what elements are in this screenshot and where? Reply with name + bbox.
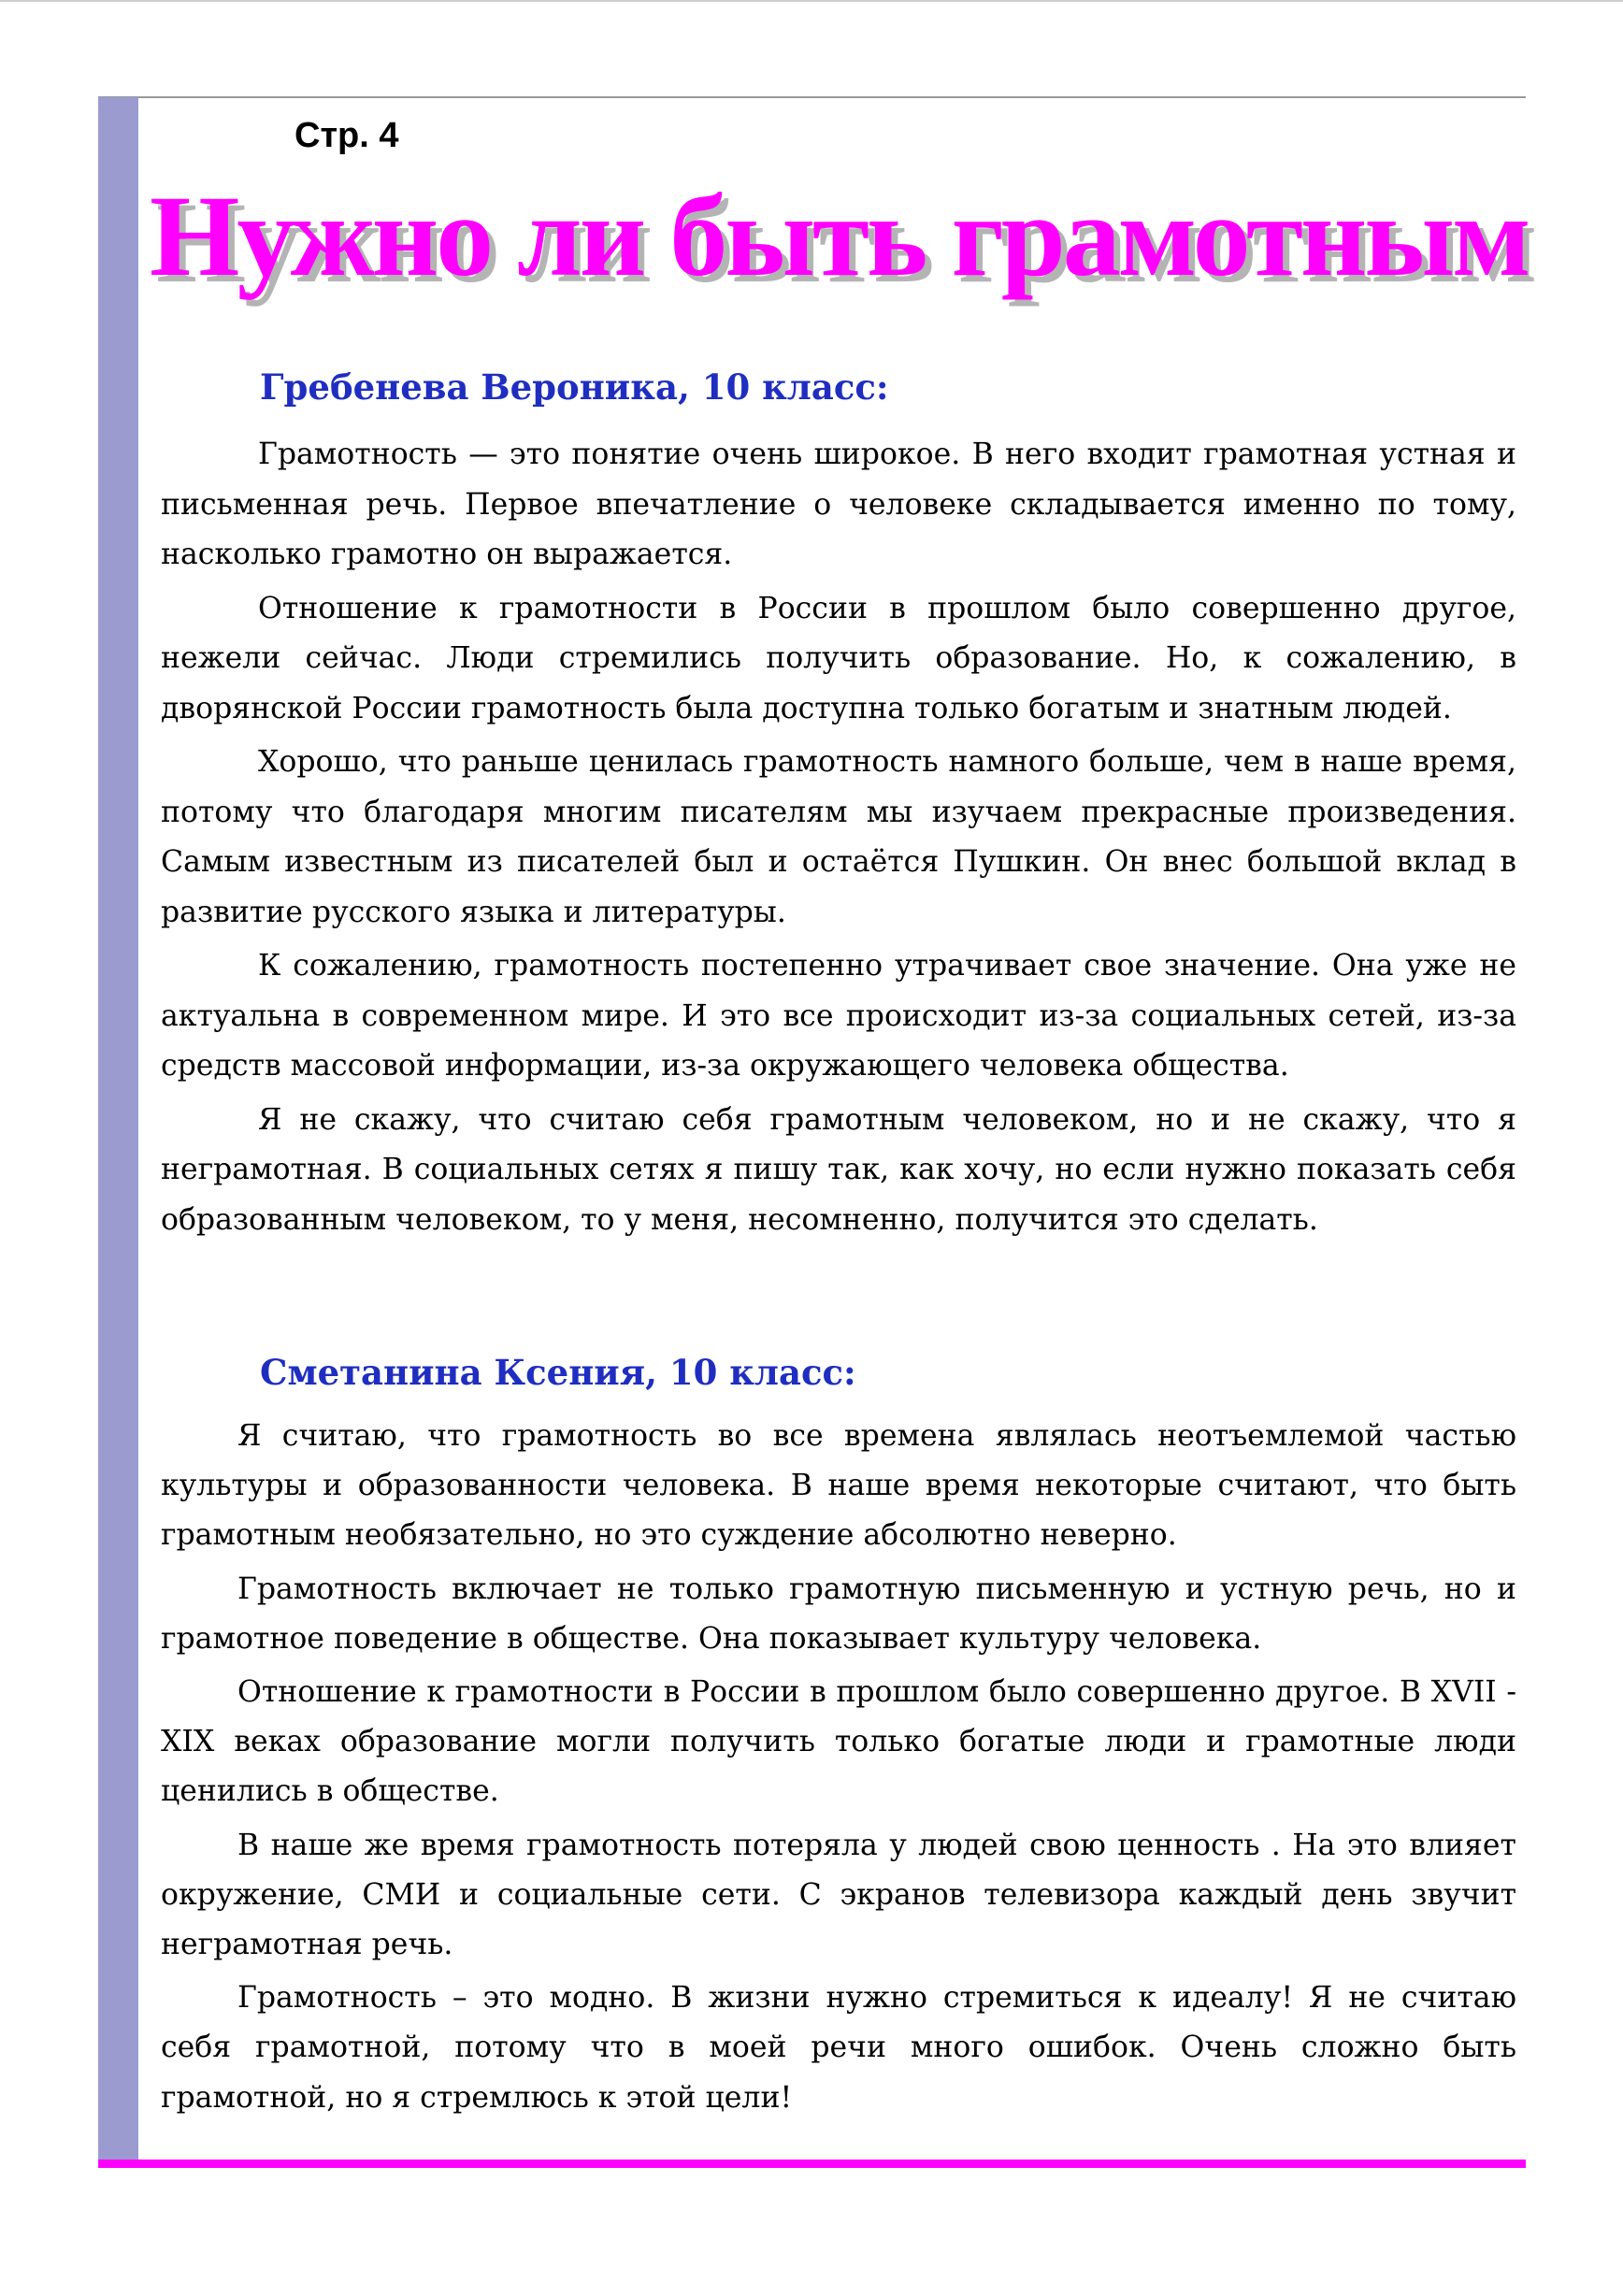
bottom-decorative-line [98,2160,1526,2168]
paragraph: Я не скажу, что считаю себя грамотным человеком, но и не скажу, что я неграмотная. В социальных сетях я пишу так, как хочу, но если нужно показать себя образованным человеком, то у меня, несомненно, получится это сделать. [161,1102,1516,1237]
paragraph: Грамотность — это понятие очень широкое. В него входит грамотная устная и письменная речь. Первое впечатление о человеке складывается именно по тому, насколько грамотно он выражается. [161,438,1516,571]
author-heading: Сметанина Ксения, 10 класс: [260,1352,856,1393]
author-heading: Гребенева Вероника, 10 класс: [260,366,889,408]
paragraph: К сожалению, грамотность постепенно утрачивает свое значение. Она уже не актуальна в современном мире. И это все происходит из-за социальных сетей, из-за средств массовой информации, из-за окружающего человека общества. [161,949,1516,1083]
paragraph: Я считаю, что грамотность во все времена являлась неотъемлемой частью культуры и образованности человека. В наше время некоторые считают, что быть грамотным необязательно, но это суждение абсолютно неверно. [161,1419,1516,1553]
paragraph: Хорошо, что раньше ценилась грамотность намного больше, чем в наше время, потому что благодаря многим писателям мы изучаем прекрасные произведения. Самым известным из писателей был и остаётся Пушкин. Он внес большой вклад в развитие русского языка и литературы. [161,745,1516,929]
paragraph: В наше же время грамотность потеряла у людей свою ценность . На это влияет окружение, СМИ и социальные сети. С экранов телевизора каждый день звучит неграмотная речь. [161,1828,1516,1962]
paragraph: Отношение к грамотности в России в прошлом было совершенно другое. В XVII - XIX веках образование могли получить только богатые люди и грамотные люди ценились в обществе. [161,1675,1516,1809]
paragraph: Отношение к грамотности в России в прошлом было совершенно другое, нежели сейчас. Люди стремились получить образование. Но, к сожалению, в дворянской России грамотность была доступна только богатым и знатным людей. [161,591,1516,725]
article-section-2 [161,1346,1516,2127]
page-title: Нужно ли быть грамотным [150,172,1529,300]
frame-top-line [98,96,1526,98]
paragraph: Грамотность включает не только грамотную письменную и устную речь, но и грамотное поведение в обществе. Она показывает культуру человека. [161,1571,1516,1656]
page-number: Стр. 4 [294,116,399,155]
article-section-1 [161,361,1516,1249]
paragraph: Грамотность – это модно. В жизни нужно стремиться к идеалу! Я не считаю себя грамотной, потому что в моей речи много ошибок. Очень сложно быть грамотной, но я стремлюсь к этой цели! [161,1981,1516,2115]
left-decorative-bar [98,97,138,2165]
page-top-border [0,0,1623,2]
